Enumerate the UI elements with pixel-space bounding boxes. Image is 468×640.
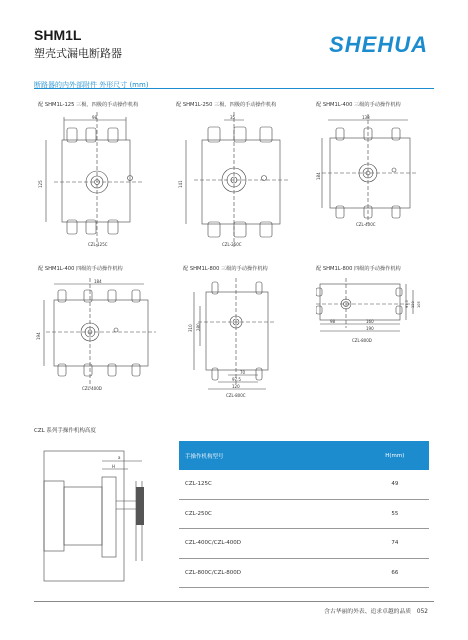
dim-280: 280	[196, 323, 201, 331]
table-row	[179, 529, 429, 559]
page-footer	[324, 606, 428, 615]
table-cell-model: CZL-400C/CZL-400D	[179, 529, 356, 559]
dim-98: 98	[92, 115, 98, 120]
drawing-czl-800c	[188, 276, 288, 406]
drawing-czl-400d	[34, 276, 164, 404]
section-title: 断路器的内外部附件 外形尺寸 (mm)	[34, 81, 149, 89]
dim-160: 160	[366, 319, 374, 324]
drawing-caption-5: 配 SHM1L-800 三级的手动操作机构	[183, 266, 268, 272]
drawing-caption-1: 配 SHM1L-125 三极、四极的手动操作机构	[38, 102, 139, 108]
table-cell-h: 66	[356, 558, 429, 588]
dim-194: 194	[36, 332, 41, 340]
dim-190: 190	[366, 326, 374, 331]
drawing-caption-6: 配 SHM1L-800 四级的手动操作机构	[316, 266, 401, 272]
dim-97-5-b: 97.5	[405, 300, 409, 308]
dim-98-b: 98	[330, 319, 336, 324]
dim-105: 105	[417, 301, 421, 308]
dim-h: H	[112, 464, 116, 469]
table-row	[179, 470, 429, 499]
model-label-3: CZL-400C	[356, 222, 376, 227]
drawing-czl-800d	[316, 276, 434, 356]
dim-138: 138	[362, 115, 370, 120]
table-row	[179, 499, 429, 529]
table-cell-h: 49	[356, 470, 429, 499]
table-header-row	[179, 441, 429, 470]
table-cell-model: CZL-250C	[179, 499, 356, 529]
section-divider	[34, 88, 434, 89]
spec-table	[179, 441, 429, 588]
side-view-drawing	[38, 441, 166, 591]
table-cell-h: 74	[356, 529, 429, 559]
table-cell-h: 55	[356, 499, 429, 529]
dim-35: 35	[230, 115, 236, 120]
dim-184-b: 184	[94, 279, 102, 284]
page-title: SHM1L	[34, 27, 82, 43]
footer-text: 含古华丽的外表、追求卓越的品质	[324, 609, 412, 615]
model-label-6: CZL-800D	[352, 338, 372, 343]
dim-97-5: 97.5	[232, 377, 241, 382]
model-label-2: CZL-250C	[222, 242, 242, 247]
drawing-caption-3: 配 SHM1L-400 三级的手动操作机构	[316, 102, 401, 108]
page-subtitle: 塑壳式漏电断路器	[34, 47, 122, 60]
dim-141: 141	[178, 180, 183, 188]
dim-310: 310	[188, 324, 193, 332]
table-title: CZL 系列手操作机构高度	[34, 428, 96, 434]
drawing-czl-250c	[176, 112, 310, 254]
model-label-5: CZL-800C	[226, 393, 246, 398]
page-number: 052	[416, 609, 428, 615]
brand-logo	[329, 32, 428, 58]
model-label-4: CZL-400D	[82, 386, 102, 391]
drawing-caption-4: 配 SHM1L-400 四级的手动操作机构	[38, 266, 123, 272]
footer-divider	[34, 601, 434, 602]
table-cell-model: CZL-125C	[179, 470, 356, 499]
dim-70: 70	[240, 370, 246, 375]
logo-text: SHEHUA	[329, 32, 428, 57]
table-header-h: H(mm)	[356, 441, 429, 470]
table-row	[179, 558, 429, 588]
dim-184-a: 184	[316, 172, 321, 180]
drawing-czl-400c	[316, 112, 434, 242]
dim-125: 125	[38, 180, 43, 188]
drawing-czl-125c	[34, 112, 168, 254]
drawing-caption-2: 配 SHM1L-250 三极、四极的手动操作机构	[176, 102, 277, 108]
table-header-model: 手操作机构型号	[179, 441, 356, 470]
dim-120: 120	[232, 384, 240, 389]
dim-a: a	[118, 455, 121, 460]
table-cell-model: CZL-800C/CZL-800D	[179, 558, 356, 588]
model-label-1: CZL-125C	[88, 242, 108, 247]
dim-120-b: 120	[411, 301, 415, 308]
